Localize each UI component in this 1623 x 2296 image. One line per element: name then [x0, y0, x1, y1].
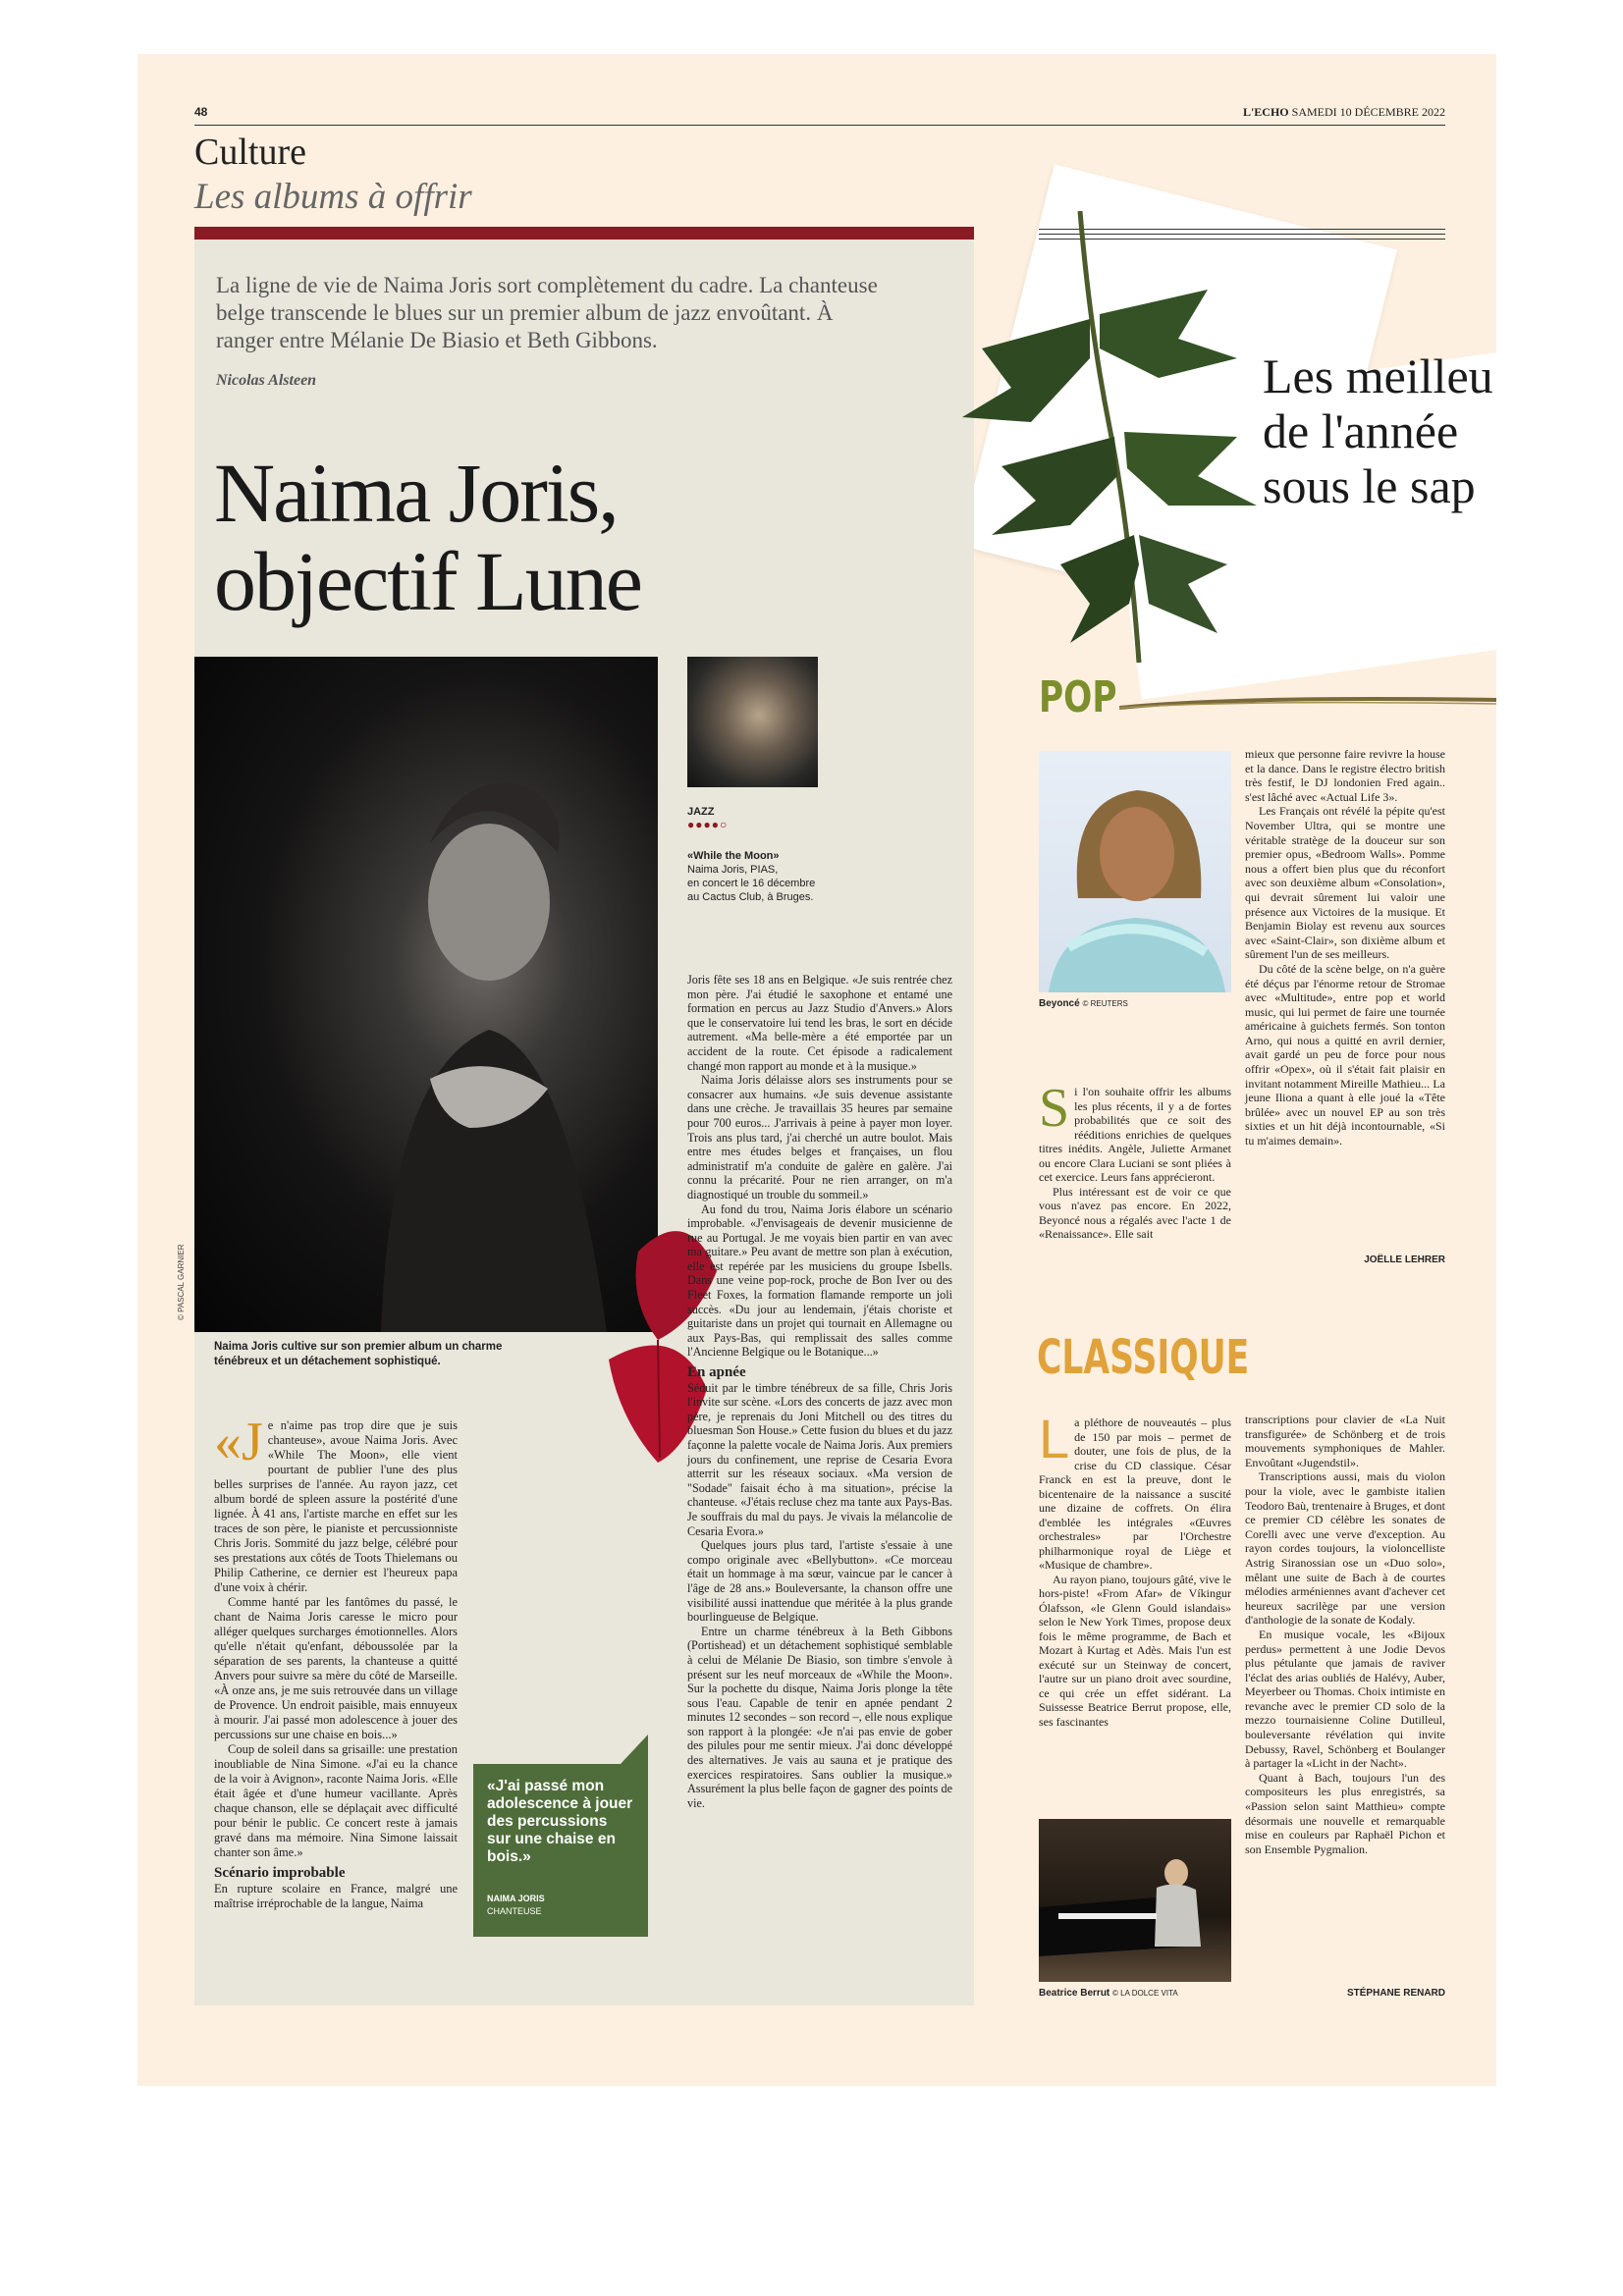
col1-paragraph-4: En rupture scolaire en France, malgré une maîtrise irréprochable de la langue, Naima — [214, 1882, 458, 1910]
col2-paragraph-2: Naima Joris délaisse alors ses instruments pour se consacrer aux humains. «Je suis devenue assistante dans une crèche. Je travaillais 35 heures par semaine pour 700 euros... J'arrivais à peine à payer mon loyer. Trois ans plus tard, j'ai cherché un autre boulot. Mais entre mes études belges et françaises, un flou administratif m'a conduite de galère en galère. J'ai connu la précarité. Pour ne rien arranger, on m'a diagnostiqué un trouble du sommeil.» — [687, 1073, 952, 1201]
pop-b-paragraph-2: Les Français ont révélé la pépite qu'est November Ultra, qui se montre une véritable stratège de la douceur sur son premier opus, «Bedroom Walls». Pomme nous a offert bien plus que du réconfort avec son deuxième album «Consolation», qui devrait sûrement lui valoir une présence aux Victoires de la musique. Et Benjamin Biolay est revenu aux sources avec «Saint-Clair», son dixième album et sûrement l'un de ses meilleurs. — [1245, 804, 1445, 962]
col1-paragraph-3: Coup de soleil dans sa grisaille: une prestation inoubliable de Nina Simone. «J'ai eu la chance de la voir à Avignon», raconte Naima Joris. «Elle était âgée et d'une humeur vacillante. Après chaque chanson, elle se déplaçait avec difficulté pour bénir le public. Ce concert reste à jamais gravé dans ma mémoire. Nina Simone laissait chanter son âme.» — [214, 1742, 458, 1859]
twig-icon — [1119, 690, 1496, 720]
pull-quote-box — [473, 1764, 648, 1937]
album-cover — [687, 657, 818, 787]
dropcap-j: «J — [214, 1412, 263, 1472]
article-author: Nicolas Alsteen — [216, 372, 317, 389]
col2-paragraph-4: Séduit par le timbre ténébreux de sa fille, Chris Joris l'invite sur scène. «Lors des concerts de jazz avec mon père, je reprenais du Joni Mitchell ou des titres du bluesman Son House.» Cette fusion du blues et du jazz façonne la palette vocale de Naima Joris. Aux premiers jours du confinement, une reprise de Cesaria Evora atterrit sur les réseaux sociaux. «Ma version de "Sodade" faisait écho à ma situation», précise la chanteuse. «J'étais recluse chez ma tante aux Pays-Bas. Je souffrais du mal du pays. Je vivais la mélancolie de Cesaria Evora.» — [687, 1380, 952, 1538]
classique-column-a — [1039, 1408, 1231, 1729]
holly-branch-icon — [943, 211, 1296, 672]
pop-dropcap: S — [1039, 1078, 1070, 1139]
side-title-line-3: sous le sap — [1263, 458, 1476, 513]
beyonce-caption-credit: © REUTERS — [1082, 999, 1128, 1008]
col1-paragraph-2: Comme hanté par les fantômes du passé, le chant de Naima Joris caresse le micro pour alléger quelques surcharges émotionnelles. Alors qu'elle n'était qu'enfant, déboussolée par la séparation de ses parents, la chanteuse a quitté Anvers pour suivre sa mère du côté de Marseille. «À onze ans, je me suis retrouvée dans un village de Provence. Un endroit paisible, mais ennuyeux à mourir. J'ai passé mon adolescence à jouer des percussions sur une chaise en bois...» — [214, 1595, 458, 1741]
classique-label: CLASSIQUE — [1037, 1330, 1250, 1385]
classique-dropcap: L — [1039, 1408, 1070, 1469]
beyonce-caption-name: Beyoncé — [1039, 998, 1080, 1009]
newspaper-page — [137, 54, 1496, 2086]
album-rating: ●●●●○ — [687, 818, 729, 831]
side-title-line-1: Les meilleu — [1263, 348, 1493, 403]
side-title — [1263, 348, 1493, 513]
classique-signature: STÉPHANE RENARD — [1346, 1988, 1445, 1999]
beyonce-portrait — [1039, 751, 1231, 992]
album-genre: JAZZ — [687, 806, 715, 818]
article-column-1 — [214, 1412, 458, 1911]
pop-signature: JOËLLE LEHRER — [1364, 1255, 1445, 1265]
col2-subheading: En apnée — [687, 1364, 746, 1381]
section-subtitle: Les albums à offrir — [194, 177, 472, 217]
pop-column-b — [1245, 747, 1445, 1148]
beyonce-photo — [1039, 751, 1231, 992]
col1-subheading: Scénario improbable — [214, 1865, 346, 1881]
main-photo — [194, 657, 658, 1332]
berrut-caption — [1039, 1988, 1178, 1999]
album-title: «While the Moon» — [687, 850, 780, 862]
pull-quote-text: «J'ai passé mon adolescence à jouer des percussions sur une chaise en bois.» — [487, 1778, 633, 1865]
berrut-caption-credit: © LA DOLCE VITA — [1112, 1989, 1178, 1998]
pull-quote-tab — [621, 1735, 648, 1764]
photo-caption: Naima Joris cultive sur son premier album un charme ténébreux et un détachement sophistiqué. — [214, 1341, 503, 1367]
classique-column-b — [1245, 1413, 1445, 1856]
photo-credit: © PASCAL GARNIER — [177, 1244, 186, 1320]
section-title: Culture — [194, 132, 306, 173]
classique-a-paragraph-1: a pléthore de nouveautés – plus de 150 par mois – permet de douter, une fois de plus, de la crise du CD classique. César Franck en est la preuve, dont le bicentenaire de la naissance a suscité une dizaine de coffrets. On élira d'emblée les intégrales «Œuvres orchestrales» par l'Orchestre philharmonique royal de Liège et «Musique de chambre». — [1039, 1415, 1231, 1572]
col2-paragraph-1: Joris fête ses 18 ans en Belgique. «Je suis rentrée chez mon père. J'ai étudié le saxophone et entamé une formation en percus au Jazz Studio d'Anvers.» Alors que le conservatoire lui tend les bras, le sort en décide autrement. «Ma belle-mère a été emportée par un accident de la route. Cet épisode a radicalement changé mon rapport au monde et à la musique.» — [687, 973, 952, 1073]
headline-line-2: objectif Lune — [214, 534, 641, 628]
col2-paragraph-5: Quelques jours plus tard, l'artiste s'essaie à une compo originale avec «Bellybutton». «Ce morceau était un hommage à ma sœur, vaincue par le cancer à l'âge de 28 ans.» Bouleversante, la chanson offre une visibilité aussi inattendue que méritée à la plus grande bourlingueuse de Belgique. — [687, 1538, 952, 1625]
pop-a-paragraph-2: Plus intéressant est de voir ce que vous n'avez pas encore. En 2022, Beyoncé nous a régalés avec l'acte 1 de «Renaissance». Elle sait — [1039, 1184, 1231, 1241]
article-headline — [214, 446, 641, 628]
pop-label: POP — [1039, 672, 1117, 722]
pop-b-paragraph-1: mieux que personne faire revivre la house et la dance. Dans le registre électro british très festif, le DJ londonien Fred again.. s'est lâché avec «Actual Life 3». — [1245, 747, 1445, 804]
classique-a-paragraph-2: Au rayon piano, toujours gâté, vive le hors-piste! «From Afar» de Víkingur Ólafsson, «le Glenn Gould islandais» selon le New York Times, propose deux fois le même programme, de Bach et Mozart à Kurtag et Adès. Mais l'un est exécuté sur un Steinway de concert, l'autre sur un piano droit avec sourdine, ce qui crée un effet sidérant. La Suissesse Beatrice Berrut propose, elle, ses fascinantes — [1039, 1572, 1231, 1729]
album-details — [687, 849, 815, 904]
article-column-2 — [687, 973, 952, 1810]
pop-column-a — [1039, 1078, 1231, 1242]
page-number: 48 — [194, 105, 208, 119]
classique-b-paragraph-4: Quant à Bach, toujours l'un des compositeurs les plus enregistrés, sa «Passion selon saint Matthieu» compte désormais une nouvelle et remarquable mise en couleurs par Raphaël Pichon et son Ensemble Pygmalion. — [1245, 1770, 1445, 1856]
col2-paragraph-3: Au fond du trou, Naima Joris élabore un scénario improbable. «J'envisageais de devenir musicienne de rue au Portugal. Je me voyais bien partir en van avec ma guitare.» Peu avant de mettre son plan à exécution, elle est repérée par les musiciens du groupe Isbells. Dans une veine pop-rock, proche de Bon Iver ou des Fleet Foxes, la formation flamande remporte un joli succès. «Du jour au lendemain, j'étais choriste et guitariste dans un projet qui tournait en Allemagne ou aux Pays-Bas, qui remplissait des salles comme l'Ancienne Belgique ou le Botanique...» — [687, 1201, 952, 1360]
album-info-3: au Cactus Club, à Bruges. — [687, 891, 814, 903]
classique-b-paragraph-2: Transcriptions aussi, mais du violon pour la viole, avec le gambiste italien Teodoro Baù, trentenaire à Bruges, et dont ce premier CD célèbre les sonates de Corelli avec une verve d'exception. Au rayon cordes toujours, la violoncelliste Astrig Siranossian ose un «Duo solo», mêlant une suite de Bach à de courtes mélodies arméniennes avant d'achever cet heureux sacrilège par une version d'anthologie de la sonate de Kodaly. — [1245, 1469, 1445, 1628]
pull-quote-name: NAIMA JORIS — [487, 1894, 545, 1903]
masthead: L'ECHO — [1242, 105, 1289, 119]
piano-scene — [1039, 1819, 1231, 1982]
berrut-caption-name: Beatrice Berrut — [1039, 1988, 1110, 1999]
portrait-silhouette — [194, 657, 658, 1332]
album-info-2: en concert le 16 décembre — [687, 878, 816, 889]
beyonce-caption — [1039, 998, 1128, 1009]
headline-line-1: Naima Joris, — [214, 446, 618, 540]
col2-paragraph-6: Entre un charme ténébreux à la Beth Gibbons (Portishead) et un détachement sophistiqué semblable à celui de Mélanie De Biasio, son timbre s'envole à présent sur les neuf morceaux de «While the Moon». Sur la pochette du disque, Naima Joris plonge la tête sous l'eau. Capable de tenir en apnée pendant 2 minutes 12 secondes – son record –, elle nous explique son rapport à la plongée: «Je n'ai pas envie de gober des pilules pour me sentir mieux. J'ai donc développé des alternatives. Je vais au sauna et je pratique des exercices respiratoires. Sans oublier la musique.» Assurément la plus belle façon de gagner des points de vie. — [687, 1624, 952, 1810]
pull-quote-role: CHANTEUSE — [487, 1906, 542, 1916]
article-intro: La ligne de vie de Naima Joris sort complètement du cadre. La chanteuse belge transcende le blues sur un premier album de jazz envoûtant. À ranger entre Mélanie De Biasio et Beth Gibbons. — [216, 273, 878, 352]
issue-date: SAMEDI 10 DÉCEMBRE 2022 — [1291, 105, 1445, 119]
classique-b-paragraph-3: En musique vocale, les «Bijoux perdus» permettent à une Jodie Devos plus pétulante que jamais de raviver l'éclat des arias oubliés de Halévy, Auber, Meyerbeer ou Thomas. Choix intimiste en revanche avec le premier CD solo de la mezzo tournaisienne Coline Dutilleul, bouleversante révélation qui invite Debussy, Ravel, Schönberg et Boulanger à partager la «Licht in der Nacht». — [1245, 1627, 1445, 1771]
pop-b-paragraph-3: Du côté de la scène belge, on n'a guère été déçus par l'énorme retour de Stromae avec «Multitude», entre pop et world music, qui lui permet de faire une tournée américaine à guichets fermés. Son tonton Arno, qui nous a quitté en avril dernier, avait gardé un peu de force pour nous offrir «Opex», où il s'était fait plaisir en invitant notamment Mireille Mathieu... La jeune Iliona a quant à elle joué la «Tête brûlée» avec un nouvel EP au son très sixties et un hit déjà incontournable, «Si tu m'aimes demain». — [1245, 961, 1445, 1148]
side-title-line-2: de l'année — [1263, 403, 1459, 458]
classique-b-paragraph-1: transcriptions pour clavier de «La Nuit transfigurée» de Schönberg et de trois mouvements symphoniques de Mahler. Envoûtant «Jugendstil». — [1245, 1413, 1445, 1469]
berrut-photo — [1039, 1819, 1231, 1982]
pop-a-paragraph-1: i l'on souhaite offrir les albums les plus récents, il y a de fortes probabilités que ce soit des rééditions enrichies de quelques titres inédits. Angèle, Juliette Armanet ou encore Clara Luciani se sont pliées à cet exercice. Leurs fans apprécieront. — [1039, 1085, 1231, 1184]
album-info-1: Naima Joris, PIAS, — [687, 864, 779, 876]
col1-paragraph-1: e n'aime pas trop dire que je suis chanteuse», avoue Naima Joris. Avec «While The Moon», elle vient pourtant de publier l'une des plus belles surprises de l'année. Au rayon jazz, cet album bordé de spleen assure la postérité d'une lignée. À 41 ans, l'artiste marche en effet sur les traces de son père, le pianiste et percussionniste Chris Joris. Sommité du jazz belge, célébré pour ses prestations aux côtés de Toots Thielemans ou Philip Catherine, ce dernier est l'heureux papa d'une voix à chérir. — [214, 1418, 458, 1594]
header-rule — [194, 125, 1445, 126]
red-rule — [194, 227, 974, 240]
masthead-date — [1243, 105, 1445, 120]
